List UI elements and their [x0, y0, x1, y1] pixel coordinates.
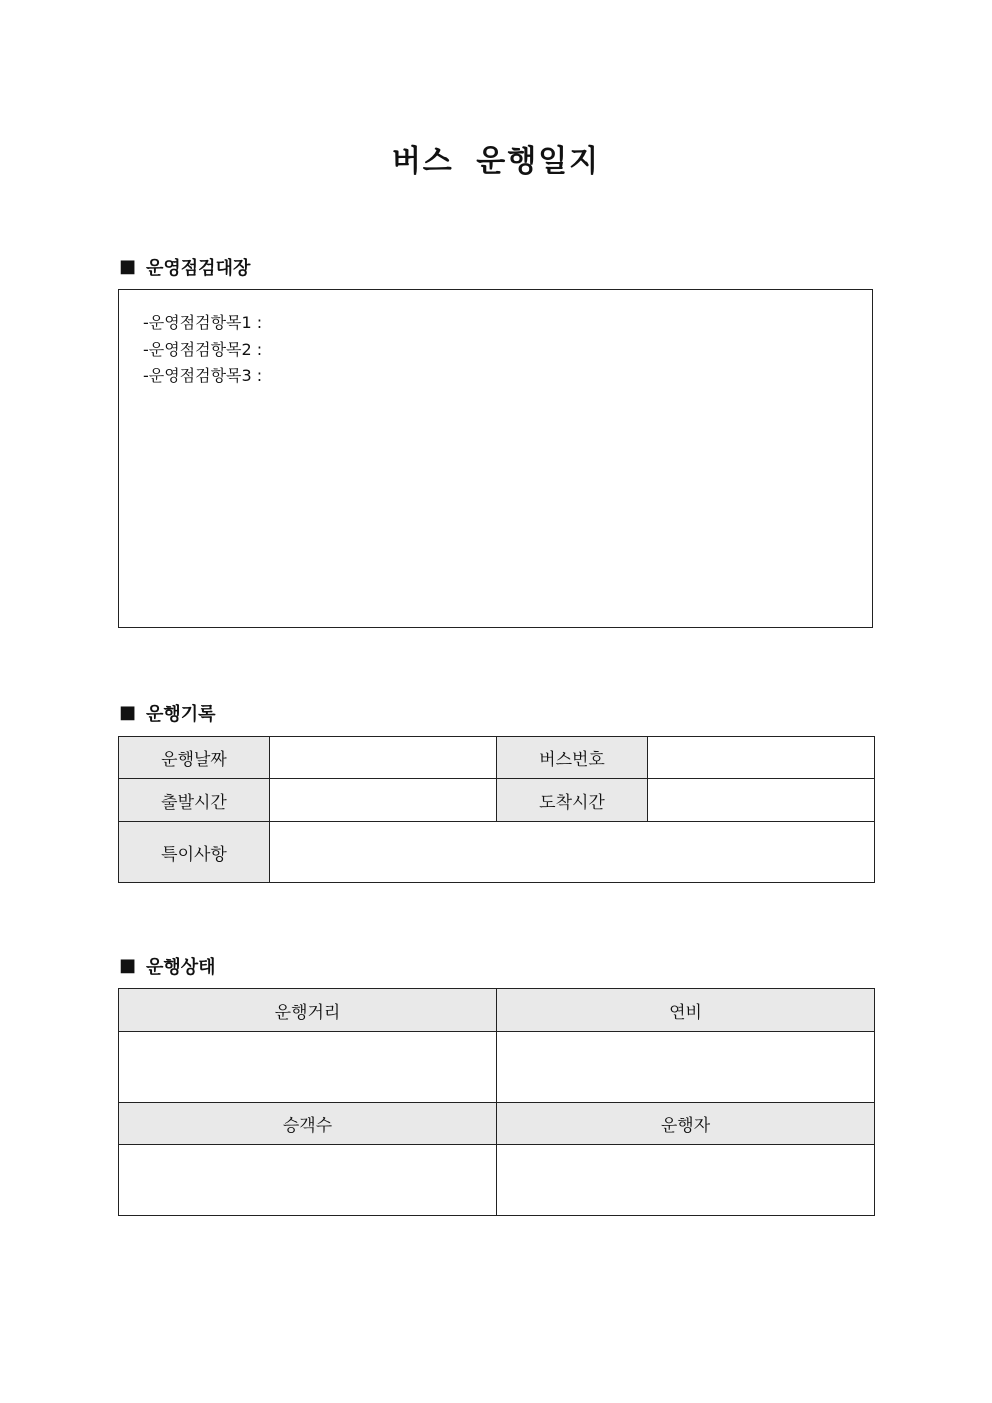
inspection-box[interactable] [118, 289, 873, 628]
record-table [118, 736, 875, 883]
table-row [119, 1032, 875, 1103]
passenger-count-label: 승객수 [119, 1103, 497, 1145]
document-title: 버스 운행일지 [391, 144, 601, 179]
table-row [119, 1145, 875, 1216]
square-bullet-icon: ■ [119, 256, 137, 277]
date-field[interactable] [270, 737, 497, 779]
table-row [119, 822, 875, 883]
passenger-count-field[interactable] [119, 1145, 497, 1216]
inspection-list [143, 310, 262, 390]
bus-number-label: 버스번호 [497, 737, 648, 779]
record-heading-label: 운행기록 [146, 704, 216, 725]
notes-field[interactable] [270, 822, 875, 883]
driver-label: 운행자 [497, 1103, 875, 1145]
departure-time-field[interactable] [270, 779, 497, 822]
bus-number-field[interactable] [648, 737, 875, 779]
notes-label: 특이사항 [119, 822, 270, 883]
inspection-item-3[interactable]: -운영점검항목3 : [143, 366, 263, 385]
square-bullet-icon: ■ [119, 955, 137, 976]
table-row [119, 737, 875, 779]
table-row [119, 779, 875, 822]
inspection-item-2[interactable]: -운영점검항목2 : [143, 339, 263, 359]
status-heading-label: 운행상태 [146, 957, 216, 978]
arrival-time-field[interactable] [648, 779, 875, 822]
status-table [118, 988, 875, 1216]
date-label: 운행날짜 [119, 737, 270, 779]
square-bullet-icon: ■ [119, 702, 137, 723]
distance-field[interactable] [119, 1032, 497, 1103]
driver-field[interactable] [497, 1145, 875, 1216]
fuel-efficiency-label: 연비 [497, 989, 875, 1032]
distance-label: 운행거리 [119, 989, 497, 1032]
table-row [119, 989, 875, 1032]
inspection-heading-label: 운영점검대장 [146, 258, 251, 279]
record-heading [119, 700, 216, 726]
inspection-item-1[interactable]: -운영점검항목1 : [143, 313, 263, 332]
table-row [119, 1103, 875, 1145]
departure-time-label: 출발시간 [119, 779, 270, 822]
arrival-time-label: 도착시간 [497, 779, 648, 822]
status-heading [119, 953, 216, 979]
inspection-heading [119, 254, 250, 280]
fuel-efficiency-field[interactable] [497, 1032, 875, 1103]
